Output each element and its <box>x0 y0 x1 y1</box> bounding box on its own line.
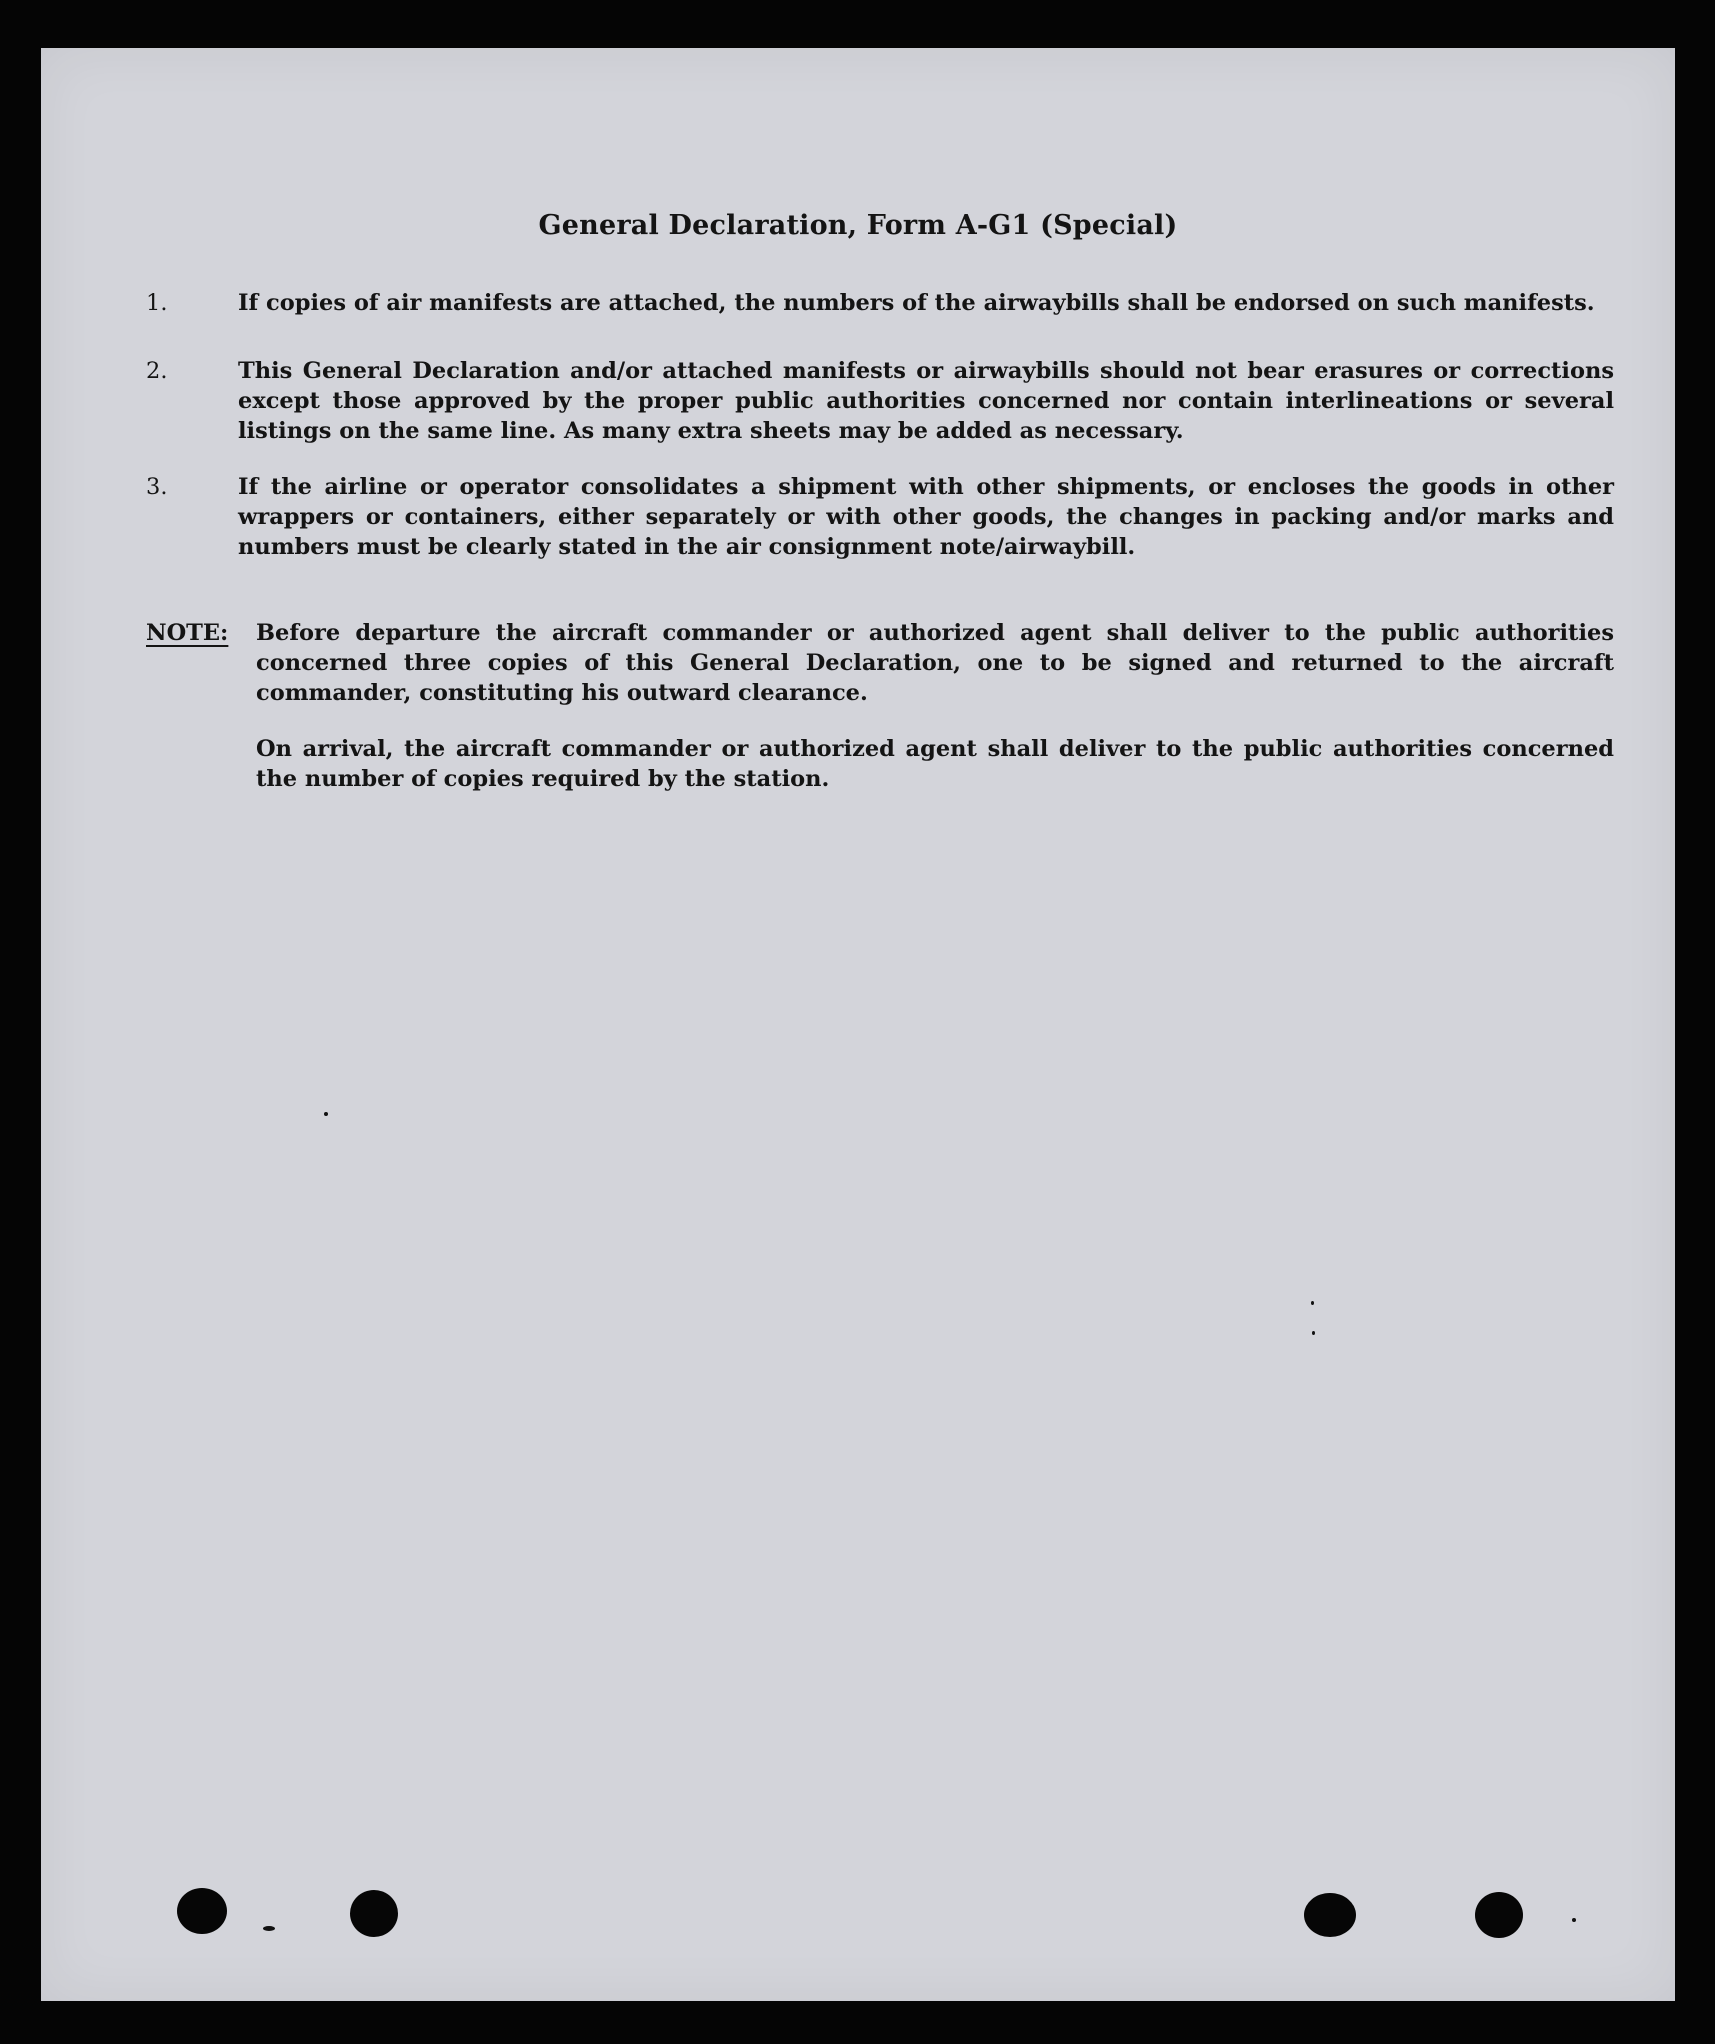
speck <box>1311 1301 1314 1305</box>
document-page <box>41 48 1675 2001</box>
punch-hole <box>1475 1892 1523 1938</box>
speck <box>1572 1918 1576 1922</box>
note-paragraph: On arrival, the aircraft commander or authorized agent shall deliver to the public authorities concerned the number of copies required by the station. <box>256 736 1614 792</box>
punch-hole <box>177 1888 227 1934</box>
item-number: 1. <box>146 290 168 316</box>
note-paragraph: Before departure the aircraft commander or authorized agent shall deliver to the public authorities concerned three copies of this General Declaration, one to be signed and returned to the aircraft commander, constituting his outward clearance. <box>256 620 1614 706</box>
speck <box>1312 1331 1315 1335</box>
item-text: If the airline or operator consolidates a shipment with other shipments, or encloses the goods in other wrappers or containers, either separately or with other goods, the changes in packing and/or marks and numbers must be clearly stated in the air consignment note/airwaybill. <box>238 474 1614 560</box>
speck <box>263 1926 275 1931</box>
item-number: 2. <box>146 358 168 384</box>
punch-hole <box>1304 1893 1356 1937</box>
list-item <box>146 288 1614 318</box>
item-text: This General Declaration and/or attached manifests or airwaybills should not bear erasures or corrections except those approved by the proper public authorities concerned nor contain interlineations or several listings on the same line. As many extra sheets may be added as necessary. <box>238 358 1614 444</box>
speck <box>324 1112 328 1116</box>
document-title: General Declaration, Form A-G1 (Special) <box>538 210 1178 241</box>
punch-hole <box>350 1890 398 1937</box>
note-label: NOTE: <box>146 620 229 646</box>
item-text: If copies of air manifests are attached, the numbers of the airwaybills shall be endorsed on such manifests. <box>238 290 1595 316</box>
item-number: 3. <box>146 474 168 500</box>
list-item <box>146 356 1614 446</box>
list-item <box>146 472 1614 562</box>
